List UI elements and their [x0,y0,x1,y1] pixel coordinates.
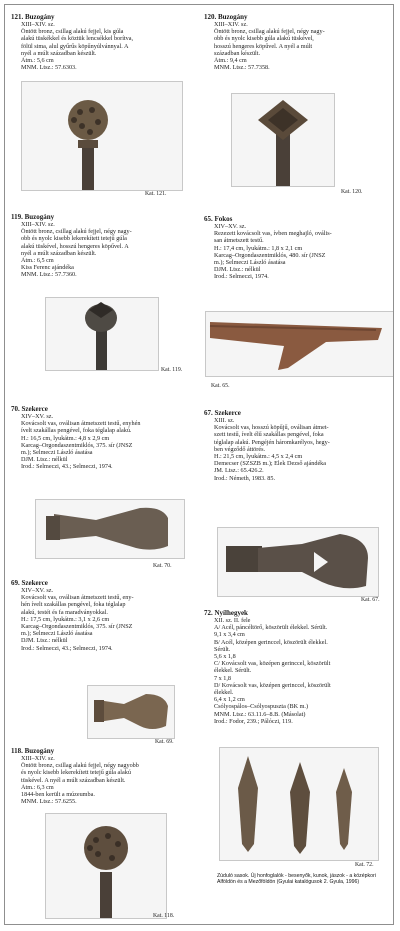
entry-title: Nyílhegyek [214,609,248,617]
caption-70: Kat. 70. [153,563,172,569]
entry-72 [204,609,388,725]
entry-date: XIII–XIV. sz. [21,21,55,28]
entry-title: Buzogány [218,13,248,21]
entry-number: 118. [11,747,23,755]
entry-title: Szekerce [214,409,241,417]
caption-120: Kat. 120. [341,189,363,195]
entry-121 [11,13,195,71]
entry-text: XIII–XIV. sz. Öntött bronz, csillag alakú fejjel, négy nagyobb és nyolc kisebb lekerekített tetejű gúla alakú tüskével. A nyél a múlt században készült. Átm.: 6,3 cm 1844-ben került a múzeumba. MNM. Ltsz.: 57.6255. [11,755,195,805]
entry-date: XIV–XV. sz. [21,587,54,594]
entry-70 [11,405,195,471]
source-note: Zúduló sasok. Új honfoglalók - besenyők, kunok, jászok - a középkori Alföldön és a Mezőföldön (Gyulai katalógusok 2. Gyula, 1996) [217,873,376,886]
photo-mace-118 [45,813,167,919]
photo-mace-121 [21,81,183,191]
photo-mace-120 [231,93,335,187]
entry-119 [11,213,195,279]
entry-number: 65. [204,215,213,223]
caption-118: Kat. 118. [153,913,175,919]
caption-67: Kat. 67. [361,597,380,603]
entry-date: XIII–XIV. sz. [21,221,55,228]
entry-text: XIII–XIV. sz. Öntött bronz, csillag alakú fejjel, négy nagy- obb és nyolc kisebb gúla alakú tüskével, hosszú hengeres köpűvel. A nyél a múlt században készült. Átm.: 9,4 cm MNM. Ltsz.: 57.7358. [204,21,388,71]
entry-number: 119. [11,213,23,221]
entry-number: 121. [11,13,24,21]
catalog-page [4,4,394,925]
entry-title: Buzogány [24,747,55,755]
entry-date: XIV–XV. sz. [21,413,54,420]
entry-65 [204,215,388,281]
photo-fokos-65 [205,311,394,377]
entry-number: 72. [204,609,213,617]
photo-arrowheads-72 [219,747,379,861]
entry-text: XIV–XV. sz. Kovácsolt vas, oválisan átmetszett testű, eny- hén ívelt szakállas pengével, foka téglalap alakú, testéi és fa maradványokkal. H.: 17,5 cm, lyukátm.: 3,1 x 2,6 cm Karcag–Orgondaszentmiklós, 375. sír (JNSZ m.); Selmeczi László ásatása DJM. Ltsz.: nélkül Irod.: Selmeczi, 43.; Selmeczi, 1974. [11,587,195,652]
entry-date: XIII. sz. [214,417,235,424]
entry-number: 70. [11,405,20,413]
entry-text: XIV–XV. sz. Kovácsolt vas, oválisan átmetszett testű, enyhén ívelt szakállas pengével, foka téglalap alakú. H.: 16,5 cm, lyukátm.: 4,8 x 2,9 cm Karcag–Orgondaszentmiklós, 375. sír (JNSZ m.); Selmeczi László ásatása DJM. Ltsz.: nélkül Irod.: Selmeczi, 43.; Selmeczi, 1974. [11,413,195,471]
entry-118 [11,747,195,805]
caption-121: Kat. 121. [145,191,167,197]
entry-title: Szekerce [21,405,48,413]
entry-text: XIV–XV. sz. Rezezett kovácsolt vas, ívben meghajló, ovális- san átmetszett testű. H.: 17,4 cm, lyukátm.: 1,8 x 2,1 cm Karcag–Orgondaszentmiklós, 480. sír (JNSZ m.); Selmeczi László ásatása DJM. Ltsz.: nélkül Irod.: Selmeczi, 1974. [204,223,388,281]
caption-65: Kat. 65. [211,383,230,389]
entry-title: Fokos [214,215,233,223]
entry-date: XIII–XIV. sz. [214,21,248,28]
entry-text: XIII. sz. Kovácsolt vas, hosszú köpűjű, oválisan átmet- szett testű, ívelt élű szakállas pengével, foka téglalap alakú. Pengéjén háromkarélyos, hegy- ben végződő áttörés. H.: 21,5 cm, lyukátm.: 4,5 x 2,4 cm Demecser (SZSZB m.); Elek Dezső ajándéka JM. Ltsz.: 65.426.2. Irod.: Németh, 1983. 85. [204,417,388,482]
entry-120 [204,13,388,71]
entry-text: XIII–XIV. sz. Öntött bronz, csillag alakú fejjel, kis gúla alakú tüskékkel és köztük lencsékkel borítva, fölül sima, alul gyűrűs köpűnyúlvánnyal. A nyél a múlt században készült. Átm.: 5,6 cm MNM. Ltsz.: 57.6303. [11,21,195,71]
entry-date: XIV–XV. sz. [214,223,247,230]
entry-text: XIII–XIV. sz. Öntött bronz, csillag alakú fejjel, négy nagy- obb és nyolc kisebb lekerekített tetejű gúla alakú tüskével, hosszú hengeres köpűvel. A nyél a múlt században készült. Átm.: 6,5 cm Kiss Ferenc ajándéka MNM. Ltsz.: 57.7360. [11,221,195,279]
entry-title: Buzogány [25,13,55,21]
photo-axe-67 [217,527,379,597]
caption-119: Kat. 119. [161,367,183,373]
entry-number: 67. [204,409,213,417]
entry-title: Szekerce [21,579,48,587]
photo-axe-70 [35,499,185,559]
entry-number: 120. [204,13,217,21]
entry-67 [204,409,388,482]
caption-69: Kat. 69. [155,739,174,745]
entry-title: Buzogány [24,213,55,221]
entry-text: XII. sz. II. fele A/ Acél, páncéltörő, köszörült élekkel. Sérült. 9,1 x 3,4 cm B/ Acél, középen gerinccel, köszörült élekkel. Sérült. 5,6 x 1,8 C/ Kovácsolt vas, középen gerinccel, köszörült élekkel. Sérült. 7 x 1,8 D/ Kovácsolt vas, középen gerinccel, köszörült élekkel. 6,4 x 1,2 cm Csólyospálos–Csólyospuszta (BK m.) MNM. Ltsz.: 63.11.6–8.B. (Másolat) Irod.: Fodor, 239.; Pálóczi, 119. [204,617,388,725]
caption-72: Kat. 72. [355,862,374,868]
photo-axe-69 [87,685,175,739]
entry-date: XII. sz. II. fele [214,617,251,624]
entry-date: XIII–XIV. sz. [21,755,55,762]
entry-69 [11,579,195,652]
entry-number: 69. [11,579,20,587]
photo-mace-119 [45,297,159,371]
